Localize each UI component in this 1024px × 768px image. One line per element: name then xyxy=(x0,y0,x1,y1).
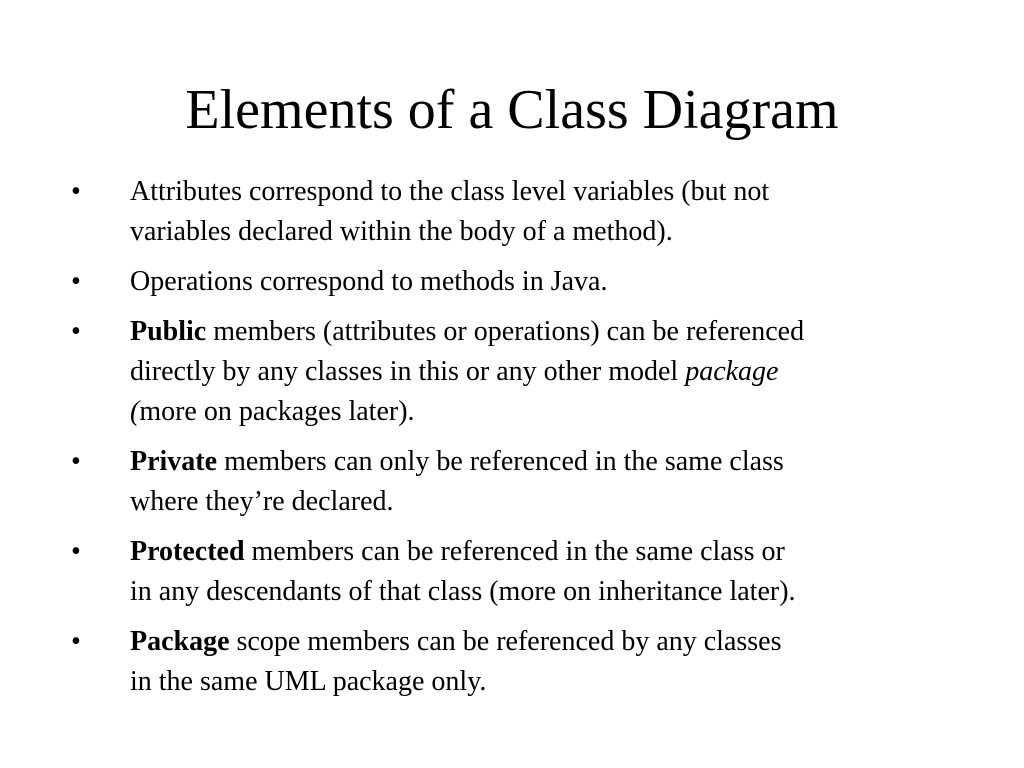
bullet-text: Attributes correspond to the class level variables (but not xyxy=(130,176,770,207)
bullet-item-operations xyxy=(0,262,1024,302)
bullet-text: where they’re declared. xyxy=(130,486,394,517)
bullet-text: members can only be referenced in the same class xyxy=(217,446,784,477)
bullet-text: directly by any classes in this or any other model xyxy=(130,356,686,387)
bullet-icon: • xyxy=(71,626,81,657)
keyword-protected: Protected xyxy=(130,536,245,567)
bullet-icon: • xyxy=(71,536,81,567)
bullet-icon: • xyxy=(71,176,81,207)
bullet-icon: • xyxy=(71,316,81,347)
bullet-list xyxy=(0,172,1024,712)
keyword-private: Private xyxy=(130,446,218,477)
bullet-item-private xyxy=(0,442,1024,522)
bullet-text-paren: ( xyxy=(130,396,140,427)
bullet-text: variables declared within the body of a method). xyxy=(130,216,673,247)
bullet-text: members (attributes or operations) can be referenced xyxy=(206,316,805,347)
bullet-text: in the same UML package only. xyxy=(130,666,487,697)
bullet-item-package xyxy=(0,622,1024,702)
bullet-text: members can be referenced in the same class or xyxy=(244,536,785,567)
bullet-text: more on packages later). xyxy=(139,396,415,427)
bullet-item-protected xyxy=(0,532,1024,612)
keyword-package: Package xyxy=(130,626,230,657)
bullet-icon: • xyxy=(71,446,81,477)
bullet-text: in any descendants of that class (more on inheritance later). xyxy=(130,576,796,607)
bullet-text: Operations correspond to methods in Java. xyxy=(130,266,608,297)
bullet-text: scope members can be referenced by any classes xyxy=(229,626,782,657)
bullet-item-attributes xyxy=(0,172,1024,252)
bullet-icon: • xyxy=(71,266,81,297)
bullet-item-public xyxy=(0,312,1024,432)
slide-title: Elements of a Class Diagram xyxy=(185,79,839,141)
keyword-public: Public xyxy=(130,316,207,347)
term-package: package xyxy=(685,356,779,387)
